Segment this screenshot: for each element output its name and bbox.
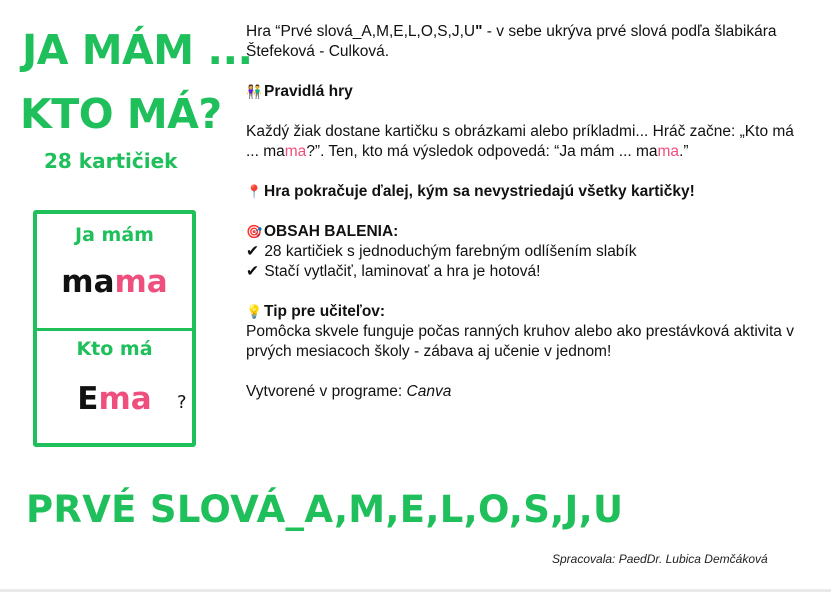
people-icon: 👫 — [246, 84, 263, 99]
product-title: PRVÉ SLOVÁ_A,M,E,L,O,S,J,U — [26, 488, 624, 531]
rules-heading-text: Pravidlá hry — [264, 83, 353, 100]
created-tool: Canva — [406, 383, 452, 400]
title-ja-mam: JA MÁM ... — [22, 26, 253, 74]
intro-quote: " — [475, 23, 483, 40]
created-prefix: Vytvorené v programe: — [246, 383, 407, 400]
tip-heading-text: Tip pre učiteľov: — [264, 303, 386, 320]
target-icon: 🎯 — [246, 224, 263, 239]
card-top-word-pink: ma — [114, 264, 168, 300]
lightbulb-icon: 💡 — [246, 304, 263, 319]
sample-card — [33, 210, 196, 447]
card-bottom-word — [37, 381, 192, 417]
title-kto-ma: KTO MÁ? — [20, 90, 222, 138]
check-icon: ✔ — [246, 243, 259, 260]
card-question-mark: ? — [177, 392, 187, 413]
card-top-label: Ja mám — [75, 224, 154, 246]
pin-icon: 📍 — [246, 184, 263, 199]
card-bottom-word-black: E — [77, 381, 99, 417]
continue-text: Hra pokračuje ďalej, kým sa nevystriedajú všetky kartičky! — [264, 183, 695, 200]
continue-line — [246, 182, 811, 202]
card-count: 28 kartičiek — [44, 149, 178, 173]
contents-item — [246, 242, 811, 262]
contents-heading — [246, 222, 811, 242]
rules-paragraph — [246, 122, 811, 162]
contents-heading-text: OBSAH BALENIA: — [264, 223, 399, 240]
author-credit: Spracovala: PaedDr. Lubica Demčáková — [552, 552, 768, 566]
rules-pink-1: ma — [284, 143, 307, 160]
rules-pink-2: ma — [657, 143, 680, 160]
created-line — [246, 382, 811, 402]
check-icon: ✔ — [246, 263, 259, 280]
contents-item — [246, 262, 811, 282]
rules-text-3: .” — [679, 143, 689, 160]
rules-text-2: ?”. Ten, kto má výsledok odpovedá: “Ja mám ... ma — [306, 143, 658, 160]
rules-heading — [246, 82, 811, 102]
rules-text-1: Každý žiak dostane kartičku s obrázkami alebo príkladmi... Hráč začne: „Kto má ... ma — [246, 123, 794, 160]
card-bottom-word-pink: ma — [98, 381, 152, 417]
intro-rest: - v sebe ukrýva prvé slová podľa šlabikára Štefeková - Culková. — [246, 23, 777, 60]
contents-item-text: 28 kartičiek s jednoduchým farebným odlíšením slabík — [264, 243, 637, 260]
tip-paragraph: Pomôcka skvele funguje počas ranných kruhov alebo ako prestávková aktivita v prvých mesiacoch školy - zábava aj učenie v jednom! — [246, 323, 794, 360]
card-divider — [37, 328, 192, 331]
card-top-word-black: ma — [61, 264, 115, 300]
description — [246, 22, 811, 402]
card-bottom-label: Kto má — [76, 338, 153, 360]
card-top-word — [37, 264, 192, 300]
intro-paragraph — [246, 22, 811, 62]
intro-text: Hra “Prvé slová_A,M,E,L,O,S,J,U — [246, 23, 476, 40]
tip-heading — [246, 302, 811, 322]
contents-item-text: Stačí vytlačiť, laminovať a hra je hotová! — [264, 263, 541, 280]
